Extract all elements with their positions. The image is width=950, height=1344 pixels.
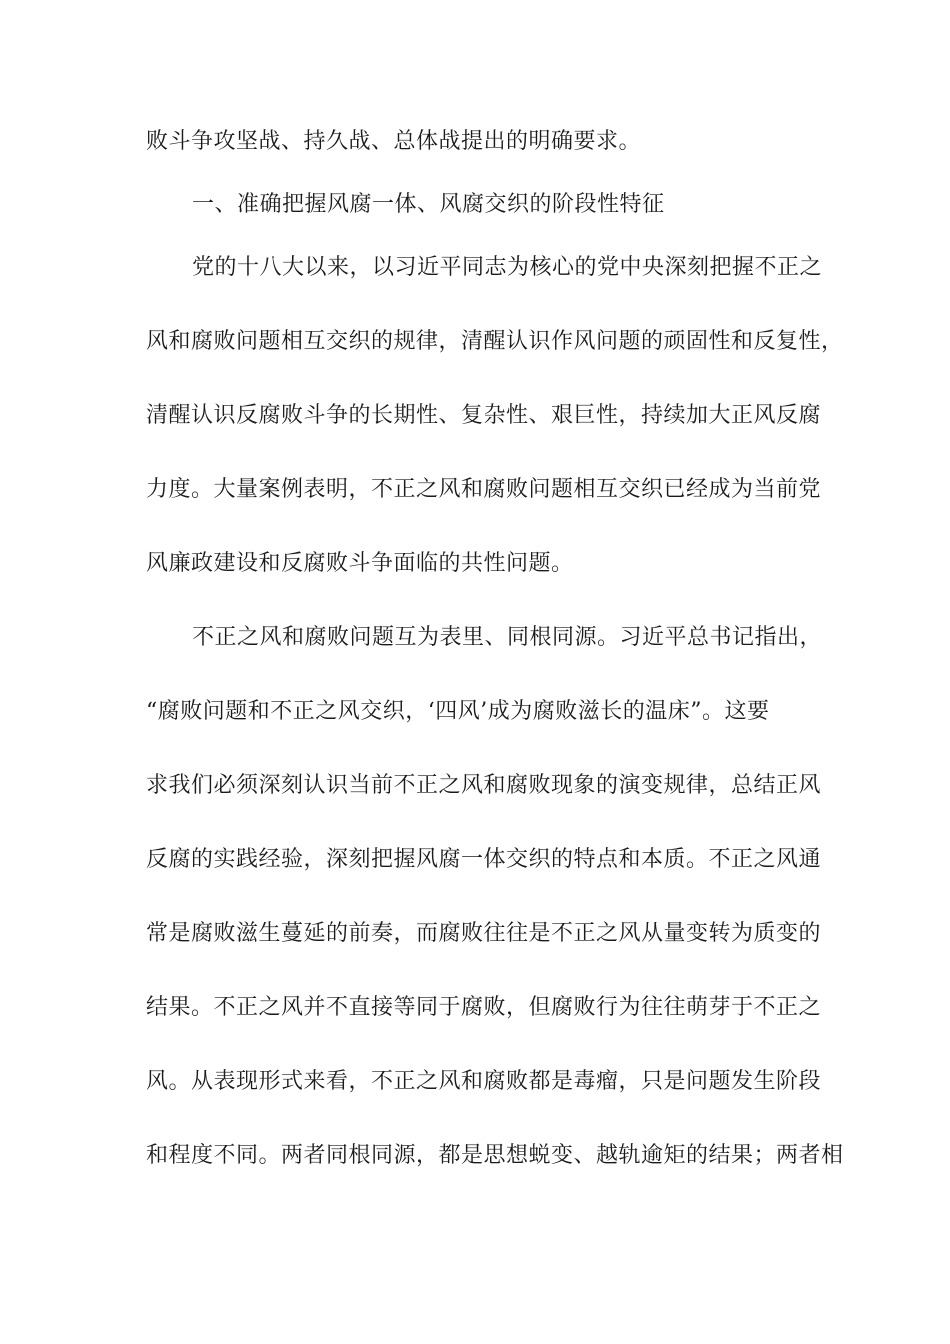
text-line: 风廉政建设和反腐败斗争面临的共性问题。 — [146, 551, 574, 576]
text-line: 求我们必须深刻认识当前不正之风和腐败现象的演变规律，总结正风 — [146, 773, 822, 798]
paragraph-first-line: 党的十八大以来，以习近平同志为核心的党中央深刻把握不正之 — [192, 255, 823, 280]
section-heading: 一、准确把握风腐一体、风腐交织的阶段性特征 — [192, 192, 665, 217]
text-line: 和程度不同。两者同根同源，都是思想蜕变、越轨逾矩的结果；两者相 — [146, 1143, 844, 1168]
text-line: “腐败问题和不正之风交织，‘四风’成为腐败滋长的温床”。这要 — [146, 699, 770, 724]
paragraph-first-line: 不正之风和腐败问题互为表里、同根同源。习近平总书记指出， — [192, 625, 823, 650]
text-line: 常是腐败滋生蔓延的前奏，而腐败往往是不正之风从量变转为质变的 — [146, 921, 822, 946]
text-line: 反腐的实践经验，深刻把握风腐一体交织的特点和本质。不正之风通 — [146, 847, 822, 872]
text-line: 风。从表现形式来看，不正之风和腐败都是毒瘤，只是问题发生阶段 — [146, 1069, 822, 1094]
text-line: 清醒认识反腐败斗争的长期性、复杂性、艰巨性，持续加大正风反腐 — [146, 403, 822, 428]
text-line: 败斗争攻坚战、持久战、总体战提出的明确要求。 — [146, 129, 642, 154]
text-line: 风和腐败问题相互交织的规律，清醒认识作风问题的顽固性和反复性， — [146, 329, 844, 354]
text-line: 结果。不正之风并不直接等同于腐败，但腐败行为往往萌芽于不正之 — [146, 995, 822, 1020]
text-line: 力度。大量案例表明，不正之风和腐败问题相互交织已经成为当前党 — [146, 477, 822, 502]
